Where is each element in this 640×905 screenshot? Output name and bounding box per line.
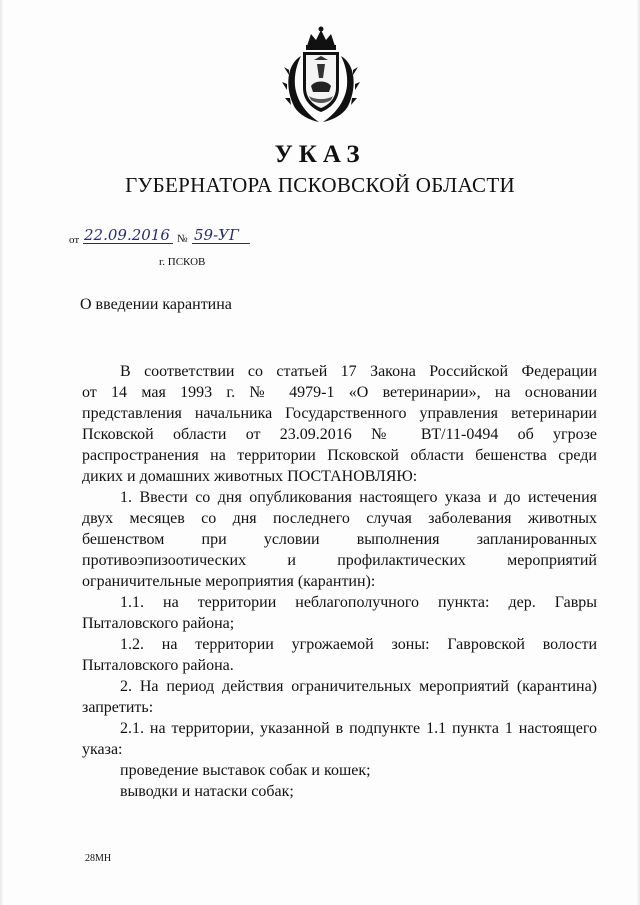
date-prefix: от [69, 234, 80, 246]
body-line: Пыталовского района. [82, 657, 234, 674]
document-subtitle: ГУБЕРНАТОРА ПСКОВСКОЙ ОБЛАСТИ [125, 173, 515, 197]
number-underline [192, 243, 250, 244]
document-title: УКАЗ [274, 141, 366, 168]
footer-code: 28МН [85, 853, 112, 864]
body-line: запретить: [82, 699, 154, 716]
handwritten-number: 59-УГ [194, 226, 239, 244]
body-line: распространения на территории Псковской области бешенства среди [82, 447, 597, 464]
body-line: 1.1. на территории неблагополучного пункта: дер. Гавры [120, 594, 597, 611]
date-underline [83, 243, 173, 244]
body-line: 2. На период действия ограничительных мероприятий (карантина) [120, 678, 597, 695]
body-line: Пыталовского района; [82, 615, 235, 632]
city-label: г. ПСКОВ [159, 256, 206, 268]
number-prefix: № [177, 233, 188, 245]
page-edge-left [0, 0, 3, 905]
body-line: двух месяцев со дня последнего случая заболевания животных [82, 510, 597, 527]
body-line: указа: [82, 741, 123, 758]
body-line: диких и домашних животных ПОСТАНОВЛЯЮ: [82, 468, 418, 485]
body-line: 2.1. на территории, указанной в подпункте 1.1 пункта 1 настоящего [120, 720, 597, 737]
body-line: проведение выставок собак и кошек; [120, 762, 371, 779]
document-subject: О введении карантина [80, 296, 232, 313]
handwritten-date: 22.09.2016 [84, 226, 170, 244]
body-line: представления начальника Государственного управления ветеринарии [82, 405, 597, 422]
body-line: 1. Ввести со дня опубликования настоящего указа и до истечения [120, 489, 597, 506]
body-line: противоэпизоотических и профилактических мероприятий [82, 552, 597, 569]
body-line: бешенством при условии выполнения запланированных [82, 531, 597, 548]
body-line: Псковской области от 23.09.2016 № ВТ/11-0494 об угрозе [82, 426, 597, 443]
body-line: В соответствии со статьей 17 Закона Российской Федерации [120, 363, 597, 380]
document-body [82, 361, 597, 802]
body-line: от 14 мая 1993 г. № 4979-1 «О ветеринарии», на основании [82, 384, 597, 401]
body-line: ограничительные мероприятия (карантин): [82, 573, 376, 590]
body-line: 1.2. на территории угрожаемой зоны: Гавровской волости [120, 636, 597, 653]
body-line: выводки и натаски собак; [120, 783, 294, 800]
pskov-coat-of-arms-emblem [281, 26, 361, 126]
